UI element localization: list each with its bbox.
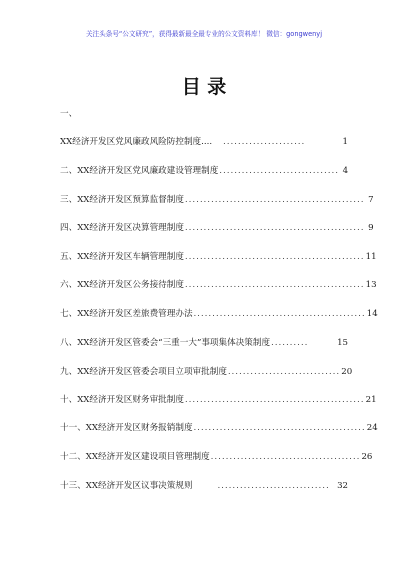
toc-entry-label: 十、XX经济开发区财务审批制度 bbox=[60, 395, 184, 405]
toc-leader-dots: ...................... bbox=[223, 137, 306, 146]
toc-page-number: 15 bbox=[337, 338, 348, 348]
toc-entry-label: 九、XX经济开发区管委会项目立项审批制度 bbox=[60, 367, 227, 377]
toc-entry-label: 十一、XX经济开发区财务报销制度 bbox=[60, 423, 193, 433]
toc-entry[interactable] bbox=[60, 192, 374, 206]
toc-leader-dots: .............................. bbox=[227, 367, 341, 376]
toc-leader-dots: ................................................ bbox=[184, 252, 365, 261]
toc-page-number: 32 bbox=[337, 481, 348, 491]
page-title: 目 录 bbox=[181, 76, 227, 98]
toc-leader-dots: .......... bbox=[271, 338, 309, 347]
toc-leader-dots: ................................ bbox=[219, 166, 340, 175]
toc-page-number: 26 bbox=[361, 452, 373, 462]
toc-leader-dots: ................................................ bbox=[184, 395, 365, 404]
toc-entry[interactable] bbox=[60, 449, 373, 463]
toc-entry-label: 八、XX经济开发区管委会“三重一大”事项集体决策制度 bbox=[60, 338, 271, 348]
toc-entry[interactable] bbox=[60, 277, 377, 291]
toc-entry[interactable] bbox=[60, 220, 374, 234]
toc-page-number: 11 bbox=[365, 252, 377, 262]
toc-page-number: 1 bbox=[342, 137, 348, 147]
toc-entry-label: XX经济开发区党风廉政风险防控制度.... bbox=[60, 137, 213, 147]
header-notice: 关注头条号“公文研究”，获得最新最全最专业的公文资料库！ 微信：gongwenyj bbox=[85, 30, 323, 38]
toc-entry[interactable] bbox=[60, 335, 348, 349]
toc-page-number: 20 bbox=[341, 367, 353, 377]
toc-entry-label: 二、XX经济开发区党风廉政建设管理制度 bbox=[60, 166, 219, 176]
toc-entry[interactable] bbox=[60, 392, 377, 406]
toc-entry[interactable] bbox=[60, 163, 348, 177]
toc-leader-dots: ........................................ bbox=[210, 452, 361, 461]
toc-entry-label: 六、XX经济开发区公务接待制度 bbox=[60, 280, 184, 290]
toc-entry-label: 一、 bbox=[60, 109, 78, 119]
toc-page-number: 13 bbox=[365, 280, 377, 290]
toc-entry-label: 三、XX经济开发区预算监督制度 bbox=[60, 195, 184, 205]
toc-page-number: 21 bbox=[365, 395, 377, 405]
toc-entry[interactable] bbox=[60, 306, 378, 320]
toc-entry[interactable] bbox=[60, 249, 377, 263]
toc-page-number: 24 bbox=[366, 423, 378, 433]
toc-entry[interactable] bbox=[60, 106, 348, 120]
toc-entry[interactable] bbox=[60, 134, 348, 148]
toc-entry-label: 四、XX经济开发区决算管理制度 bbox=[60, 223, 184, 233]
toc-entry[interactable] bbox=[60, 478, 348, 492]
toc-page-number: 4 bbox=[342, 166, 349, 176]
toc-leader-dots: .............................. bbox=[217, 481, 330, 490]
toc-entry-label: 七、XX经济开发区差旅费管理办法 bbox=[60, 309, 193, 319]
toc-page-number: 14 bbox=[366, 309, 378, 319]
toc-leader-dots: ................................................ bbox=[184, 195, 365, 204]
toc-leader-dots: .............................................. bbox=[193, 309, 366, 318]
toc-entry[interactable] bbox=[60, 420, 378, 434]
toc-page-number: 7 bbox=[368, 195, 374, 205]
toc-leader-dots: ................................................ bbox=[184, 280, 365, 289]
toc-leader-dots: ................................................ bbox=[184, 223, 365, 232]
toc-leader-dots: .............................................. bbox=[193, 423, 366, 432]
toc-page-number: 9 bbox=[368, 223, 374, 233]
toc-entry[interactable] bbox=[60, 364, 353, 378]
toc-entry-label: 十二、XX经济开发区建设项目管理制度 bbox=[60, 452, 210, 462]
toc-entry-label: 五、XX经济开发区车辆管理制度 bbox=[60, 252, 184, 262]
toc-entry-label: 十三、XX经济开发区议事决策规则 bbox=[60, 481, 193, 491]
